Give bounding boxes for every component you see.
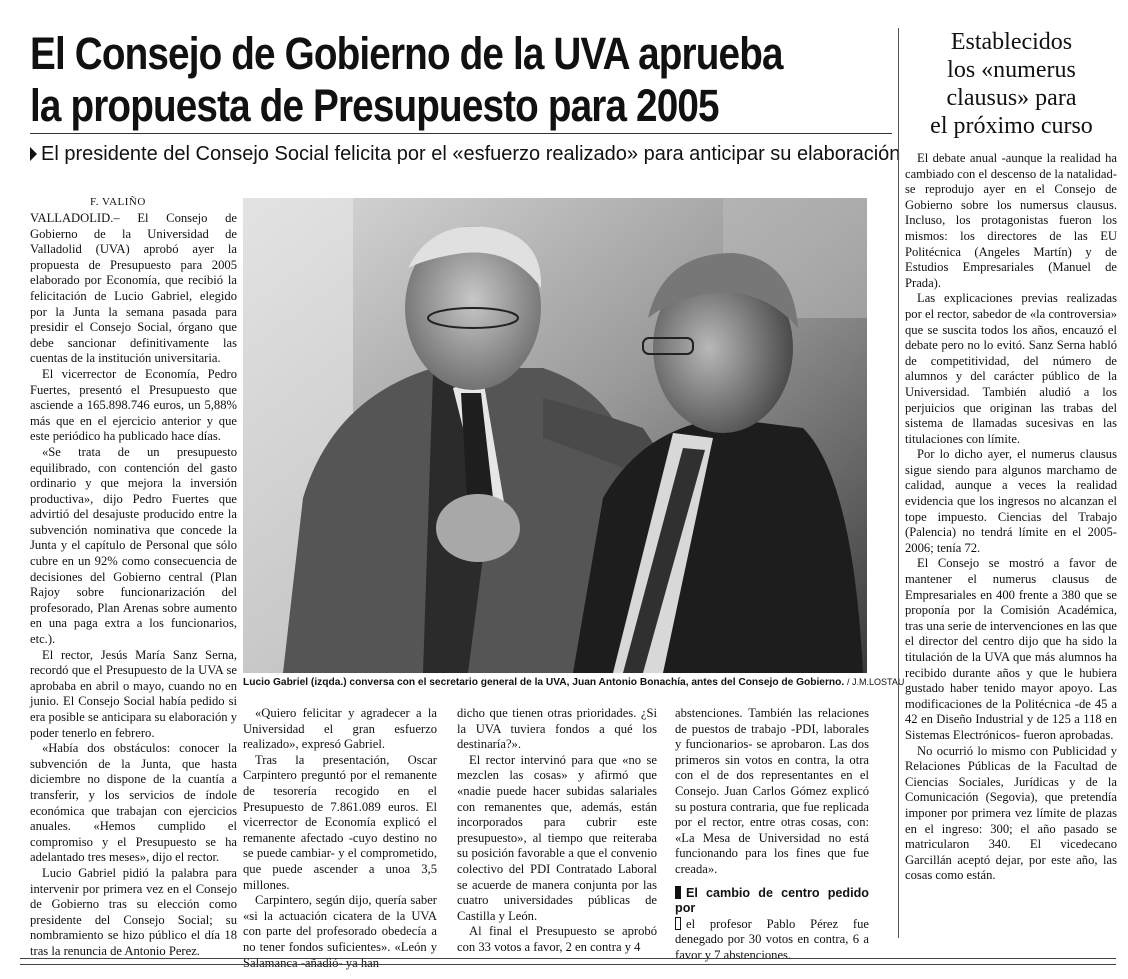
sidebar-body <box>905 151 1117 884</box>
paragraph: No ocurrió lo mismo con Publicidad y Relaciones Públicas de la Facultad de Ciencias Sociales, Jurídicas y de la Comunicación (Segovia), que pretendía imponer por primera vez límite de plazas en el ingreso: 300; el año pasado se matricularon 340. El vicedecano Garcillán aceptó dejar, por este año, las cosas como están. <box>905 743 1117 883</box>
headline-line-2: la propuesta de Presupuesto para 2005 <box>30 80 719 131</box>
paragraph: «Quiero felicitar y agradecer a la Universidad el gran esfuerzo realizado», expresó Gabriel. <box>243 706 437 752</box>
paragraph: El Consejo se mostró a favor de mantener el numerus clausus de Empresariales en 400 frente a 380 que se proponía por la Comisión Académica, tras una serie de intervenciones en las que el director del centro dijo que ha sido la titulación de la UVA que más alumnos ha recibido durante años y que le hubiera gustado haber tenido mayor apoyo. Las modificaciones de la Politécnica -de 45 a 42 en Diseño Industrial y de 125 a 118 en Sistemas Electrónicos- fueron aprobadas. <box>905 556 1117 742</box>
info-box-body: el profesor Pablo Pérez fue denegado por 30 votos en contra, 6 a favor y 7 abstenciones. <box>675 916 869 962</box>
photo-credit: / J.M.LOSTAU <box>847 677 905 687</box>
article-column-4 <box>675 706 869 964</box>
photo-caption <box>243 675 905 690</box>
square-bullet-icon <box>675 886 681 899</box>
paragraph: Tras la presentación, Oscar Carpintero preguntó por el remanente de tesorería recogido en el Presupuesto de 7.861.089 euros. El vicerrector de Economía explicó el remanente afectado -cuyo destino no se puede cambiar- y el comprometido, que puede ascender a unoa 3,5 millones. <box>243 752 437 892</box>
photo-image <box>243 198 867 673</box>
bottom-rule <box>20 958 1116 959</box>
paragraph: Las explicaciones previas realizadas por el rector, sabedor de «la controversia» que se suscita todos los años, encauzó el debate pero no lo evitó. Sanz Serna habló de competitividad, del número de alumnos y del carácter público de la Universidad. También aludió a los perjuicios que originan las trabas del sistema de llamadas sucesivas en las titulaciones con límite. <box>905 291 1117 446</box>
info-box-head <box>675 886 869 917</box>
paragraph: «Se trata de un presupuesto equilibrado, con contención del gasto ordinario y que mejora la inversión productiva», dijo Pedro Fuertes que advirtió del desajuste producido entre la subvención nominativa que concede la Junta y el capítulo de Personal que sólo cubre en un 92% como consecuencia de decisiones del Gobierno central (Plan Rajoy sobre funcionarización del profesorado, Plan Arenas sobre aumento en una paga extra a los funcionarios, etc.). <box>30 444 237 647</box>
byline: F. VALIÑO <box>90 196 146 208</box>
paragraph: Al final el Presupuesto se aprobó con 33 votos a favor, 2 en contra y 4 <box>457 924 657 954</box>
sidebar-title-line: Establecidos <box>950 29 1073 55</box>
paragraph: El rector intervinó para que «no se mezclen las cosas» y afirmó que «nadie puede hacer subidas salariales con remanentes que, además, están incorporados para cubrir este presupuesto», al tiempo que reiteraba su posición favorable a que el convenio colectivo del PDI Contratado Laboral se acuerde de manera conjunta por las cuatro universidades públicas de Castilla y León. <box>457 752 657 923</box>
sidebar-title-line: clausus» para <box>946 85 1077 111</box>
paragraph: abstenciones. También las relaciones de puestos de trabajo -PDI, laborales y funcionarios- se aprobaron. Las dos primeros sin votos en contra, la otra con el de dos representantes en el Consejo. Juan Carlos Gómez explicó su postura contraria, que fue replicada por el rector, entre otras cosas, con: «La Mesa de Universidad no está funcionando para los fines que fue creada». <box>675 706 869 876</box>
subheadline-text: El presidente del Consejo Social felicita por el «esfuerzo realizado» para anticipar su elaboración <box>41 143 901 165</box>
paragraph: El vicerrector de Economía, Pedro Fuertes, presentó el Presupuesto que asciende a 165.898.746 euros, un 5,88% más que en el ejercicio anterior y que este periódico ha publicado hace días. <box>30 366 237 444</box>
sidebar-divider <box>898 28 899 938</box>
triangle-bullet-icon <box>30 147 37 161</box>
caption-text: Lucio Gabriel (izqda.) conversa con el secretario general de la UVA, Juan Antonio Bonachía, antes del Consejo de Gobierno. <box>243 677 845 688</box>
headline <box>30 28 783 132</box>
info-box-text <box>675 917 869 964</box>
bottom-rule <box>20 964 1116 965</box>
hollow-square-icon <box>675 917 681 930</box>
paragraph: Por lo dicho ayer, el numerus clausus sigue siendo para algunos marchamo de calidad, aunque a veces la realidad evidencia que los ingresos no alcanzan el tope impuesto. Ciencias del Trabajo (Palencia) no tendrá límite en el 2005-2006; tenía 72. <box>905 447 1117 555</box>
paragraph: El debate anual -aunque la realidad ha cambiado con el descenso de la natalidad- se reprodujo ayer en el Consejo de Gobierno sobre los numersus clausus. Incluso, los protagonistas fueron los mismos: los directores de las EU Politécnica (Angeles Martín) y de Estudios Empresariales (Manuel de Prada). <box>905 151 1117 290</box>
paragraph: «Había dos obstáculos: conocer la subvención de la Junta, que hasta diciembre no dispone de la cuantía a transferir, y los servicios de índole económica que trabajan con ejercicios anuales. «Hemos cumplido el compromiso y el Presupuesto se ha adelantado tres meses», dijo el rector. <box>30 741 237 865</box>
sidebar-title <box>904 28 1119 140</box>
article-column-2 <box>243 706 437 971</box>
paragraph: El rector, Jesús María Sanz Serna, recordó que el Presupuesto de la UVA se aprobaba en abril o mayo, cuando no en junio. El Consejo Social había pedido si era posible se anticipara su elaboración y poder tenerlo en febrero. <box>30 647 238 740</box>
paragraph: Lucio Gabriel pidió la palabra para intervenir por primera vez en el Consejo de Gobierno tras su elección como presidente del Consejo Social; su nombramiento se hizo público el día 18 tras la renuncia de Antonio Perez. <box>30 865 237 958</box>
article-column-3 <box>457 706 657 956</box>
paragraph: dicho que tienen otras prioridades. ¿Si la UVA tuviera fondos a qué los destinaría?». <box>457 706 657 752</box>
headline-line-1: El Consejo de Gobierno de la UVA aprueba <box>30 28 783 79</box>
subheadline <box>30 141 900 167</box>
article-column-1 <box>30 211 237 960</box>
headline-rule <box>30 133 892 134</box>
sidebar-title-line: el próximo curso <box>930 113 1093 139</box>
info-box-title: El cambio de centro pedido por <box>675 885 869 916</box>
sidebar-title-line: los «numerus <box>947 57 1076 83</box>
paragraph: VALLADOLID.– El Consejo de Gobierno de la Universidad de Valladolid (UVA) aprobó ayer la propuesta de Presupuesto para 2005 elaborado por Economía, que recibió la felicitación de Lucio Gabriel, elegido por la Junta la semana pasada para presidir el Consejo Social, órgano que debe sancionar definitivamente las cuentas de la institución universitaria. <box>30 211 237 366</box>
paragraph: Carpintero, según dijo, quería saber «si la actuación cicatera de la UVA con parte del profesorado obedecía a no tener fondos suficientes». «León y Salamanca -añadió- ya han <box>243 893 437 970</box>
article-photo <box>243 198 867 673</box>
